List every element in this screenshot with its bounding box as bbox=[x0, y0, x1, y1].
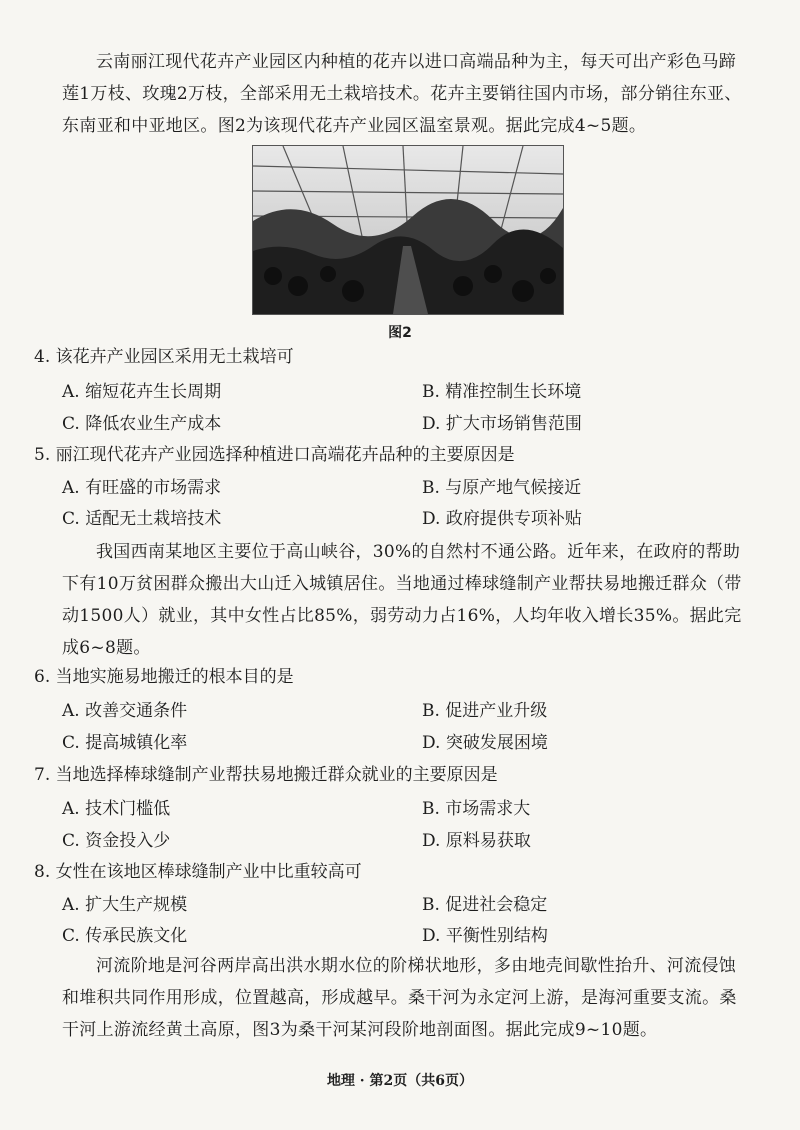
question-7-option-c[interactable]: C. 资金投入少 bbox=[62, 831, 171, 851]
question-7-option-b[interactable]: B. 市场需求大 bbox=[422, 799, 531, 819]
question-8-stem: 8. 女性在该地区棒球缝制产业中比重较高可 bbox=[34, 862, 362, 882]
question-8-option-b[interactable]: B. 促进社会稳定 bbox=[422, 895, 548, 915]
question-7-stem: 7. 当地选择棒球缝制产业帮扶易地搬迁群众就业的主要原因是 bbox=[34, 765, 498, 785]
question-4-option-c[interactable]: C. 降低农业生产成本 bbox=[62, 414, 222, 434]
intro-paragraph-relocation: 我国西南某地区主要位于高山峡谷，30%的自然村不通公路。近年来，在政府的帮助下有10万贫困群众搬出大山迁入城镇居住。当地通过棒球缝制产业帮扶易地搬迁群众（带动1500人）就业，其中女性占比85%，弱劳动力占16%，人均年收入增长35%。据此完成6~8题。 bbox=[62, 542, 742, 658]
question-5-stem: 5. 丽江现代花卉产业园选择种植进口高端花卉品种的主要原因是 bbox=[34, 445, 515, 465]
question-7-option-d[interactable]: D. 原料易获取 bbox=[422, 831, 531, 851]
question-6-option-b[interactable]: B. 促进产业升级 bbox=[422, 701, 548, 721]
question-6-stem: 6. 当地实施易地搬迁的根本目的是 bbox=[34, 667, 294, 687]
question-8-option-d[interactable]: D. 平衡性别结构 bbox=[422, 926, 548, 946]
greenhouse-photo bbox=[252, 145, 564, 315]
question-5-option-b[interactable]: B. 与原产地气候接近 bbox=[422, 478, 582, 498]
question-7-option-a[interactable]: A. 技术门槛低 bbox=[62, 799, 171, 819]
intro-paragraph-river-terraces: 河流阶地是河谷两岸高出洪水期水位的阶梯状地形，多由地壳间歇性抬升、河流侵蚀和堆积共同作用形成，位置越高，形成越早。桑干河为永定河上游，是海河重要支流。桑干河上游流经黄土高原，图3为桑干河某河段阶地剖面图。据此完成9~10题。 bbox=[62, 956, 737, 1040]
question-8-option-c[interactable]: C. 传承民族文化 bbox=[62, 926, 188, 946]
page-footer: 地理 · 第2页（共6页） bbox=[326, 1073, 474, 1089]
question-5-option-a[interactable]: A. 有旺盛的市场需求 bbox=[62, 478, 222, 498]
question-8-option-a[interactable]: A. 扩大生产规模 bbox=[62, 895, 188, 915]
figure-caption: 图2 bbox=[388, 325, 412, 341]
question-4-option-b[interactable]: B. 精准控制生长环境 bbox=[422, 382, 582, 402]
question-5-option-d[interactable]: D. 政府提供专项补贴 bbox=[422, 509, 582, 529]
question-6-option-c[interactable]: C. 提高城镇化率 bbox=[62, 733, 188, 753]
question-4-option-d[interactable]: D. 扩大市场销售范围 bbox=[422, 414, 582, 434]
question-6-option-d[interactable]: D. 突破发展困境 bbox=[422, 733, 548, 753]
intro-paragraph-flowers: 云南丽江现代花卉产业园区内种植的花卉以进口高端品种为主，每天可出产彩色马蹄莲1万枝、玫瑰2万枝，全部采用无土栽培技术。花卉主要销往国内市场，部分销往东亚、东南亚和中亚地区。图2为该现代花卉产业园区温室景观。据此完成4~5题。 bbox=[62, 52, 742, 136]
greenhouse-illustration bbox=[253, 146, 563, 314]
question-4-option-a[interactable]: A. 缩短花卉生长周期 bbox=[62, 382, 222, 402]
question-4-stem: 4. 该花卉产业园区采用无土栽培可 bbox=[34, 347, 294, 367]
question-6-option-a[interactable]: A. 改善交通条件 bbox=[62, 701, 188, 721]
question-5-option-c[interactable]: C. 适配无土栽培技术 bbox=[62, 509, 222, 529]
